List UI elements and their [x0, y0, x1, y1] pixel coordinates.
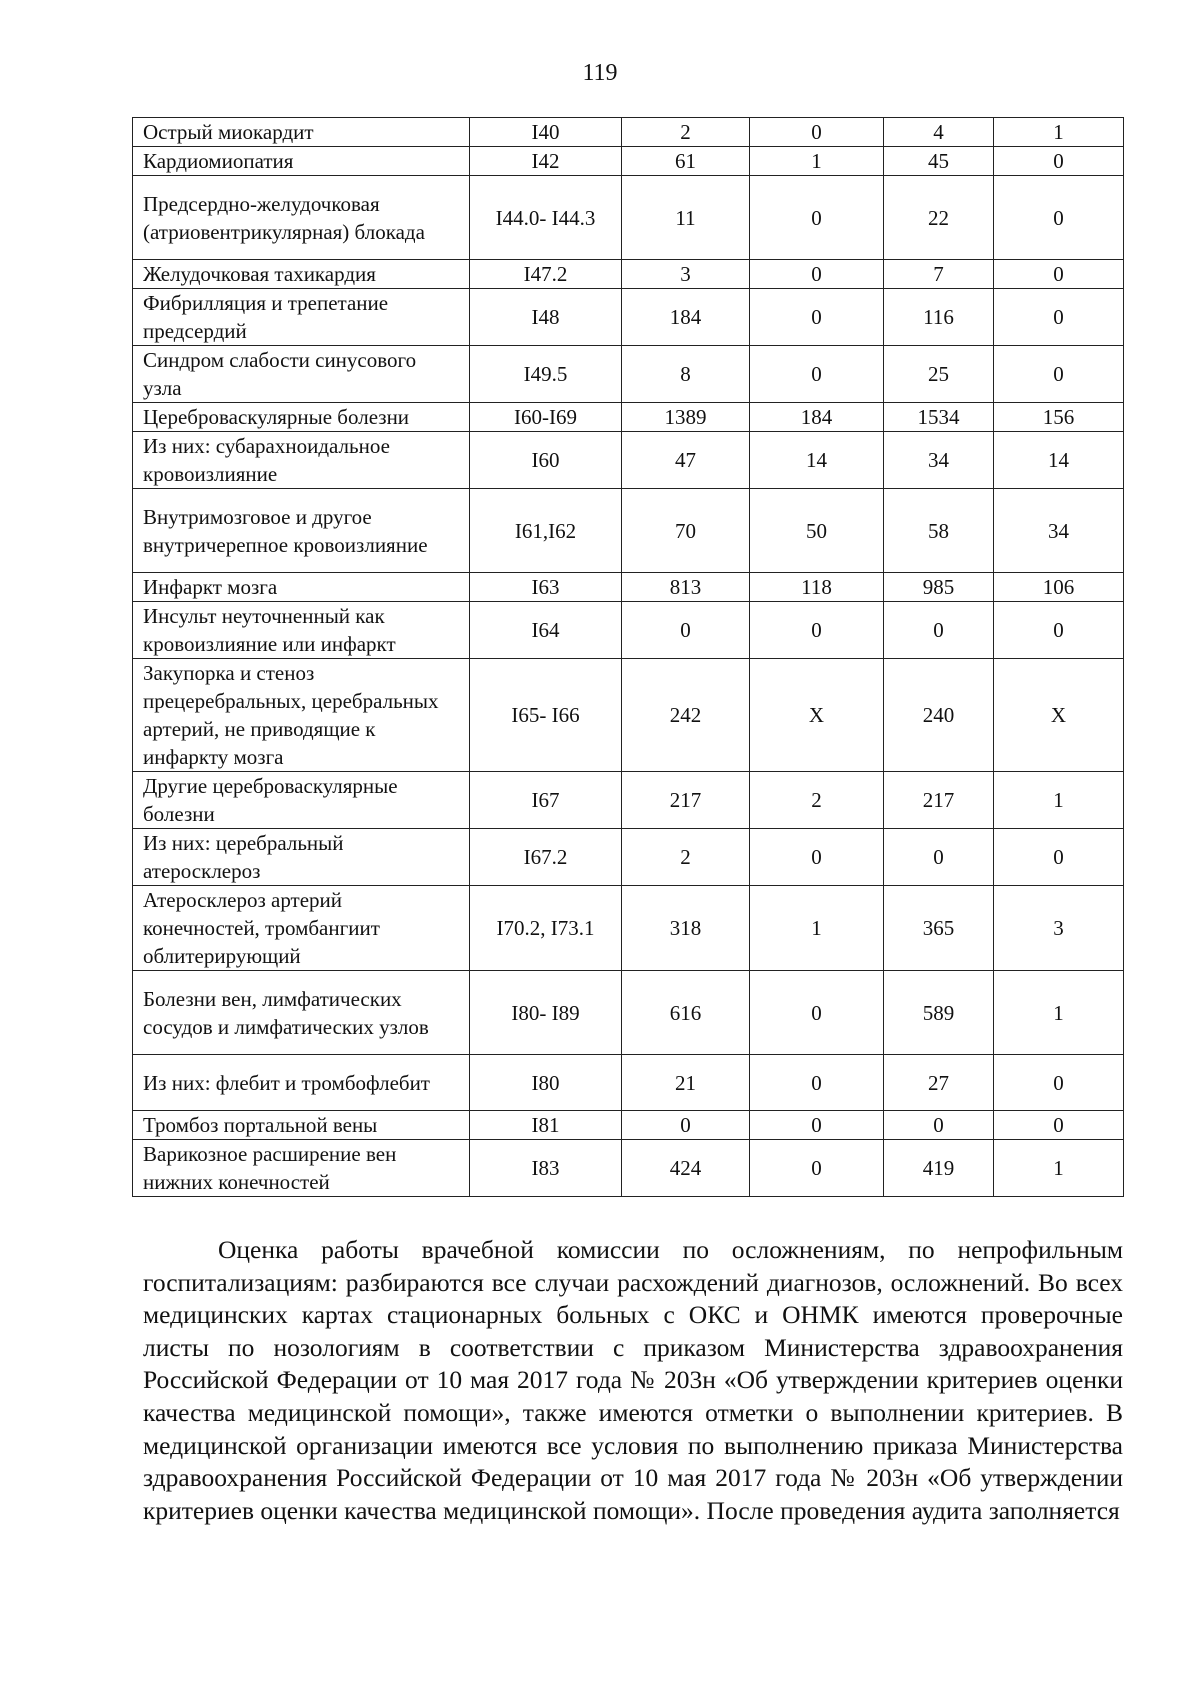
diagnosis-statistics-table: [132, 117, 1124, 1197]
value-cell-4: 0: [994, 176, 1124, 260]
value-cell-3: 25: [884, 346, 994, 403]
value-cell-3: 240: [884, 659, 994, 772]
value-cell-1: 2: [622, 118, 750, 147]
value-cell-1: 2: [622, 829, 750, 886]
icd-code-cell: I42: [470, 147, 622, 176]
icd-code-cell: I48: [470, 289, 622, 346]
value-cell-3: 27: [884, 1055, 994, 1111]
value-cell-1: 3: [622, 260, 750, 289]
table-row: [133, 118, 1124, 147]
diagnosis-name-cell: Инфаркт мозга: [133, 573, 470, 602]
value-cell-2: Х: [750, 659, 884, 772]
value-cell-1: 217: [622, 772, 750, 829]
value-cell-3: 7: [884, 260, 994, 289]
value-cell-2: 1: [750, 886, 884, 971]
value-cell-4: 1: [994, 118, 1124, 147]
diagnosis-name-cell: Тромбоз портальной вены: [133, 1111, 470, 1140]
table-row: [133, 1111, 1124, 1140]
value-cell-1: 1389: [622, 403, 750, 432]
value-cell-1: 813: [622, 573, 750, 602]
value-cell-4: 0: [994, 260, 1124, 289]
value-cell-2: 14: [750, 432, 884, 489]
diagnosis-name-cell: Из них: церебральный атеросклероз: [133, 829, 470, 886]
value-cell-3: 419: [884, 1140, 994, 1197]
table-body: [133, 118, 1124, 1197]
icd-code-cell: I81: [470, 1111, 622, 1140]
value-cell-4: 1: [994, 772, 1124, 829]
value-cell-4: 14: [994, 432, 1124, 489]
value-cell-4: Х: [994, 659, 1124, 772]
icd-code-cell: I83: [470, 1140, 622, 1197]
diagnosis-name-cell: Из них: субарахноидальное кровоизлияние: [133, 432, 470, 489]
value-cell-3: 58: [884, 489, 994, 573]
icd-code-cell: I47.2: [470, 260, 622, 289]
diagnosis-name-cell: Синдром слабости синусового узла: [133, 346, 470, 403]
value-cell-3: 217: [884, 772, 994, 829]
value-cell-4: 0: [994, 829, 1124, 886]
value-cell-4: 0: [994, 1111, 1124, 1140]
value-cell-3: 22: [884, 176, 994, 260]
value-cell-2: 50: [750, 489, 884, 573]
icd-code-cell: I60-I69: [470, 403, 622, 432]
diagnosis-name-cell: Другие цереброваскулярные болезни: [133, 772, 470, 829]
diagnosis-name-cell: Фибрилляция и трепетание предсердий: [133, 289, 470, 346]
icd-code-cell: I61,I62: [470, 489, 622, 573]
table-row: [133, 346, 1124, 403]
value-cell-4: 0: [994, 147, 1124, 176]
value-cell-1: 61: [622, 147, 750, 176]
value-cell-4: 3: [994, 886, 1124, 971]
value-cell-3: 4: [884, 118, 994, 147]
table-row: [133, 432, 1124, 489]
table-row: [133, 260, 1124, 289]
icd-code-cell: I64: [470, 602, 622, 659]
value-cell-2: 0: [750, 1055, 884, 1111]
value-cell-4: 0: [994, 289, 1124, 346]
value-cell-4: 34: [994, 489, 1124, 573]
table-row: [133, 602, 1124, 659]
value-cell-1: 21: [622, 1055, 750, 1111]
table-row: [133, 772, 1124, 829]
icd-code-cell: I40: [470, 118, 622, 147]
table-row: [133, 886, 1124, 971]
table-row: [133, 176, 1124, 260]
value-cell-3: 365: [884, 886, 994, 971]
value-cell-3: 45: [884, 147, 994, 176]
icd-code-cell: I60: [470, 432, 622, 489]
value-cell-2: 0: [750, 602, 884, 659]
value-cell-2: 0: [750, 260, 884, 289]
icd-code-cell: I80: [470, 1055, 622, 1111]
value-cell-1: 424: [622, 1140, 750, 1197]
value-cell-2: 1: [750, 147, 884, 176]
table-row: [133, 573, 1124, 602]
value-cell-3: 0: [884, 1111, 994, 1140]
icd-code-cell: I63: [470, 573, 622, 602]
diagnosis-name-cell: Цереброваскулярные болезни: [133, 403, 470, 432]
table-row: [133, 147, 1124, 176]
value-cell-3: 985: [884, 573, 994, 602]
diagnosis-name-cell: Желудочковая тахикардия: [133, 260, 470, 289]
value-cell-3: 0: [884, 602, 994, 659]
diagnosis-name-cell: Закупорка и стеноз прецеребральных, церебральных артерий, не приводящие к инфаркту мозга: [133, 659, 470, 772]
value-cell-3: 34: [884, 432, 994, 489]
table-row: [133, 659, 1124, 772]
diagnosis-name-cell: Острый миокардит: [133, 118, 470, 147]
value-cell-2: 0: [750, 971, 884, 1055]
value-cell-1: 0: [622, 1111, 750, 1140]
diagnosis-name-cell: Болезни вен, лимфатических сосудов и лимфатических узлов: [133, 971, 470, 1055]
value-cell-4: 0: [994, 1055, 1124, 1111]
value-cell-2: 0: [750, 289, 884, 346]
value-cell-1: 318: [622, 886, 750, 971]
value-cell-1: 616: [622, 971, 750, 1055]
icd-code-cell: I67: [470, 772, 622, 829]
table-row: [133, 1055, 1124, 1111]
value-cell-3: 0: [884, 829, 994, 886]
page-number: 119: [582, 60, 618, 86]
value-cell-1: 47: [622, 432, 750, 489]
table-row: [133, 1140, 1124, 1197]
value-cell-4: 0: [994, 602, 1124, 659]
diagnosis-name-cell: Кардиомиопатия: [133, 147, 470, 176]
icd-code-cell: I49.5: [470, 346, 622, 403]
diagnosis-name-cell: Внутримозговое и другое внутричерепное кровоизлияние: [133, 489, 470, 573]
table-row: [133, 971, 1124, 1055]
value-cell-4: 1: [994, 971, 1124, 1055]
diagnosis-name-cell: Атеросклероз артерий конечностей, тромбангиит облитерирующий: [133, 886, 470, 971]
icd-code-cell: I67.2: [470, 829, 622, 886]
value-cell-1: 11: [622, 176, 750, 260]
value-cell-1: 0: [622, 602, 750, 659]
body-paragraph: Оценка работы врачебной комиссии по осложнениям, по непрофильным госпитализациям: разбираются все случаи расхождений диагнозов, осложнений. Во всех медицинских картах стационарных больных с ОКС и ОНМК имеются проверочные листы по нозологиям в соответствии с приказом Министерства здравоохранения Российской Федерации от 10 мая 2017 года № 203н «Об утверждении критериев оценки качества медицинской помощи», также имеются отметки о выполнении критериев. В медицинской организации имеются все условия по выполнению приказа Министерства здравоохранения Российской Федерации от 10 мая 2017 года № 203н «Об утверждении критериев оценки качества медицинской помощи». После проведения аудита заполняется: [143, 1235, 1123, 1525]
value-cell-3: 116: [884, 289, 994, 346]
value-cell-2: 0: [750, 1140, 884, 1197]
value-cell-2: 2: [750, 772, 884, 829]
diagnosis-name-cell: Варикозное расширение вен нижних конечностей: [133, 1140, 470, 1197]
value-cell-4: 156: [994, 403, 1124, 432]
value-cell-2: 184: [750, 403, 884, 432]
value-cell-1: 8: [622, 346, 750, 403]
diagnosis-name-cell: Предсердно-желудочковая (атриовентрикулярная) блокада: [133, 176, 470, 260]
table-row: [133, 403, 1124, 432]
value-cell-1: 184: [622, 289, 750, 346]
value-cell-3: 1534: [884, 403, 994, 432]
value-cell-2: 0: [750, 346, 884, 403]
value-cell-4: 106: [994, 573, 1124, 602]
value-cell-2: 0: [750, 118, 884, 147]
value-cell-4: 1: [994, 1140, 1124, 1197]
table-row: [133, 829, 1124, 886]
diagnosis-name-cell: Инсульт неуточненный как кровоизлияние или инфаркт: [133, 602, 470, 659]
icd-code-cell: I80- I89: [470, 971, 622, 1055]
value-cell-2: 0: [750, 176, 884, 260]
value-cell-1: 70: [622, 489, 750, 573]
table-row: [133, 489, 1124, 573]
value-cell-2: 0: [750, 829, 884, 886]
icd-code-cell: I70.2, I73.1: [470, 886, 622, 971]
table-row: [133, 289, 1124, 346]
icd-code-cell: I44.0- I44.3: [470, 176, 622, 260]
diagnosis-name-cell: Из них: флебит и тромбофлебит: [133, 1055, 470, 1111]
value-cell-4: 0: [994, 346, 1124, 403]
value-cell-2: 118: [750, 573, 884, 602]
value-cell-2: 0: [750, 1111, 884, 1140]
icd-code-cell: I65- I66: [470, 659, 622, 772]
value-cell-1: 242: [622, 659, 750, 772]
value-cell-3: 589: [884, 971, 994, 1055]
